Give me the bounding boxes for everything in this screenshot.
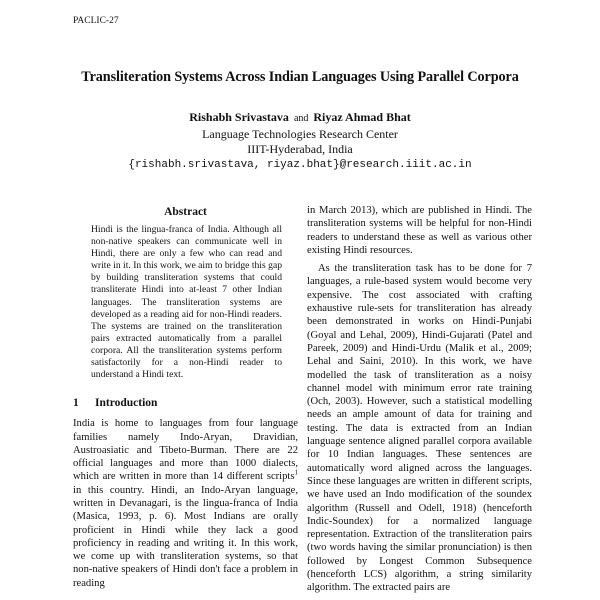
section-title: Introduction [95, 397, 158, 410]
institute: IIIT-Hyderabad, India [247, 142, 353, 157]
section-heading-introduction [73, 397, 298, 409]
author-1: Rishabh Srivastava [189, 110, 289, 124]
continued-paragraph: in March 2013), which are published in Hindi. The transliteration systems will be helpful for non-Hindi readers to understand these as well as various other existing Hindi resources. [307, 205, 532, 256]
abstract-text: Hindi is the lingua-franca of India. Although all non-native speakers can communicate well in Hindi, there are only a few who can read and write in it. In this work, we aim to bridge this gap by building transliteration systems that could transliterate Hindi into at-least 7 other Indian languages. The transliteration systems are developed as a reading aid for non-Hindi readers. The systems are trained on the transliteration pairs extracted automatically from a parallel corpora. All the transliteration systems perform satisfactorily for a non-Hindi reader to understand a Hindi text. [91, 224, 282, 381]
intro-text-part2: in this country. Hindi, an Indo-Aryan language, written in Devanagari, is the lingua-franca of India (Masica, 1993, p. 6). Most Indians are orally proficient in Hindi while they lack a good proficiency in reading and writing it. In this work, we come up with transliteration systems, so that non-native speakers of Hindi don't face a problem in reading [73, 484, 298, 589]
right-column [307, 204, 532, 595]
conference-tag: PACLIC-27 [73, 16, 119, 26]
author-names [0, 110, 600, 127]
footnote-mark: 1 [294, 468, 298, 477]
left-column [73, 206, 298, 590]
section-number: 1 [73, 397, 79, 410]
author-2: Riyaz Ahmad Bhat [313, 110, 411, 124]
introduction-paragraph [73, 417, 298, 590]
author-email: {rishabh.srivastava, riyaz.bhat}@research.iiit.ac.in [128, 158, 472, 171]
author-block [0, 110, 600, 173]
affiliation: Language Technologies Research Center [202, 126, 398, 141]
abstract-heading: Abstract [164, 206, 207, 218]
intro-text-part1: India is home to languages from four language families namely Indo-Aryan, Dravidian, Austroasiatic and Tibeto-Burman. There are 22 official languages and more than 1000 dialects, which are written in more than 14 different scripts [73, 418, 298, 483]
and-connector: and [293, 113, 309, 124]
methodology-paragraph: As the transliteration task has to be done for 7 languages, a rule-based system would become very expensive. The cost associated with crafting exhaustive rule-sets for transliteration has already been demonstrated in works on Hindi-Punjabi (Goyal and Lehal, 2009), Hindi-Gujarati (Patel and Pareek, 2009) and Hindi-Urdu (Malik et al., 2009; Lehal and Saini, 2010). In this work, we have modelled the task of transliteration as a noisy channel model with minimum error rate training (Och, 2003). However, such a statistical modelling needs an ample amount of data for training and testing. The data is extracted from an Indian language sentence aligned parallel corpora available for 10 Indian languages. These sentences are automatically word aligned across the languages. Since these languages are written in different scripts, we have used an Indo modification of the soundex algorithm (Russell and Odell, 1918) (henceforth Indic-Soundex) for a normalized language representation. Extraction of the transliteration pairs (two words having the similar pronunciation) is then followed by Longest Common Subsequence (henceforth LCS) algorithm, a string similarity algorithm. The extracted pairs are [307, 263, 532, 594]
paper-title: Transliteration Systems Across Indian Languages Using Parallel Corpora [81, 69, 519, 85]
